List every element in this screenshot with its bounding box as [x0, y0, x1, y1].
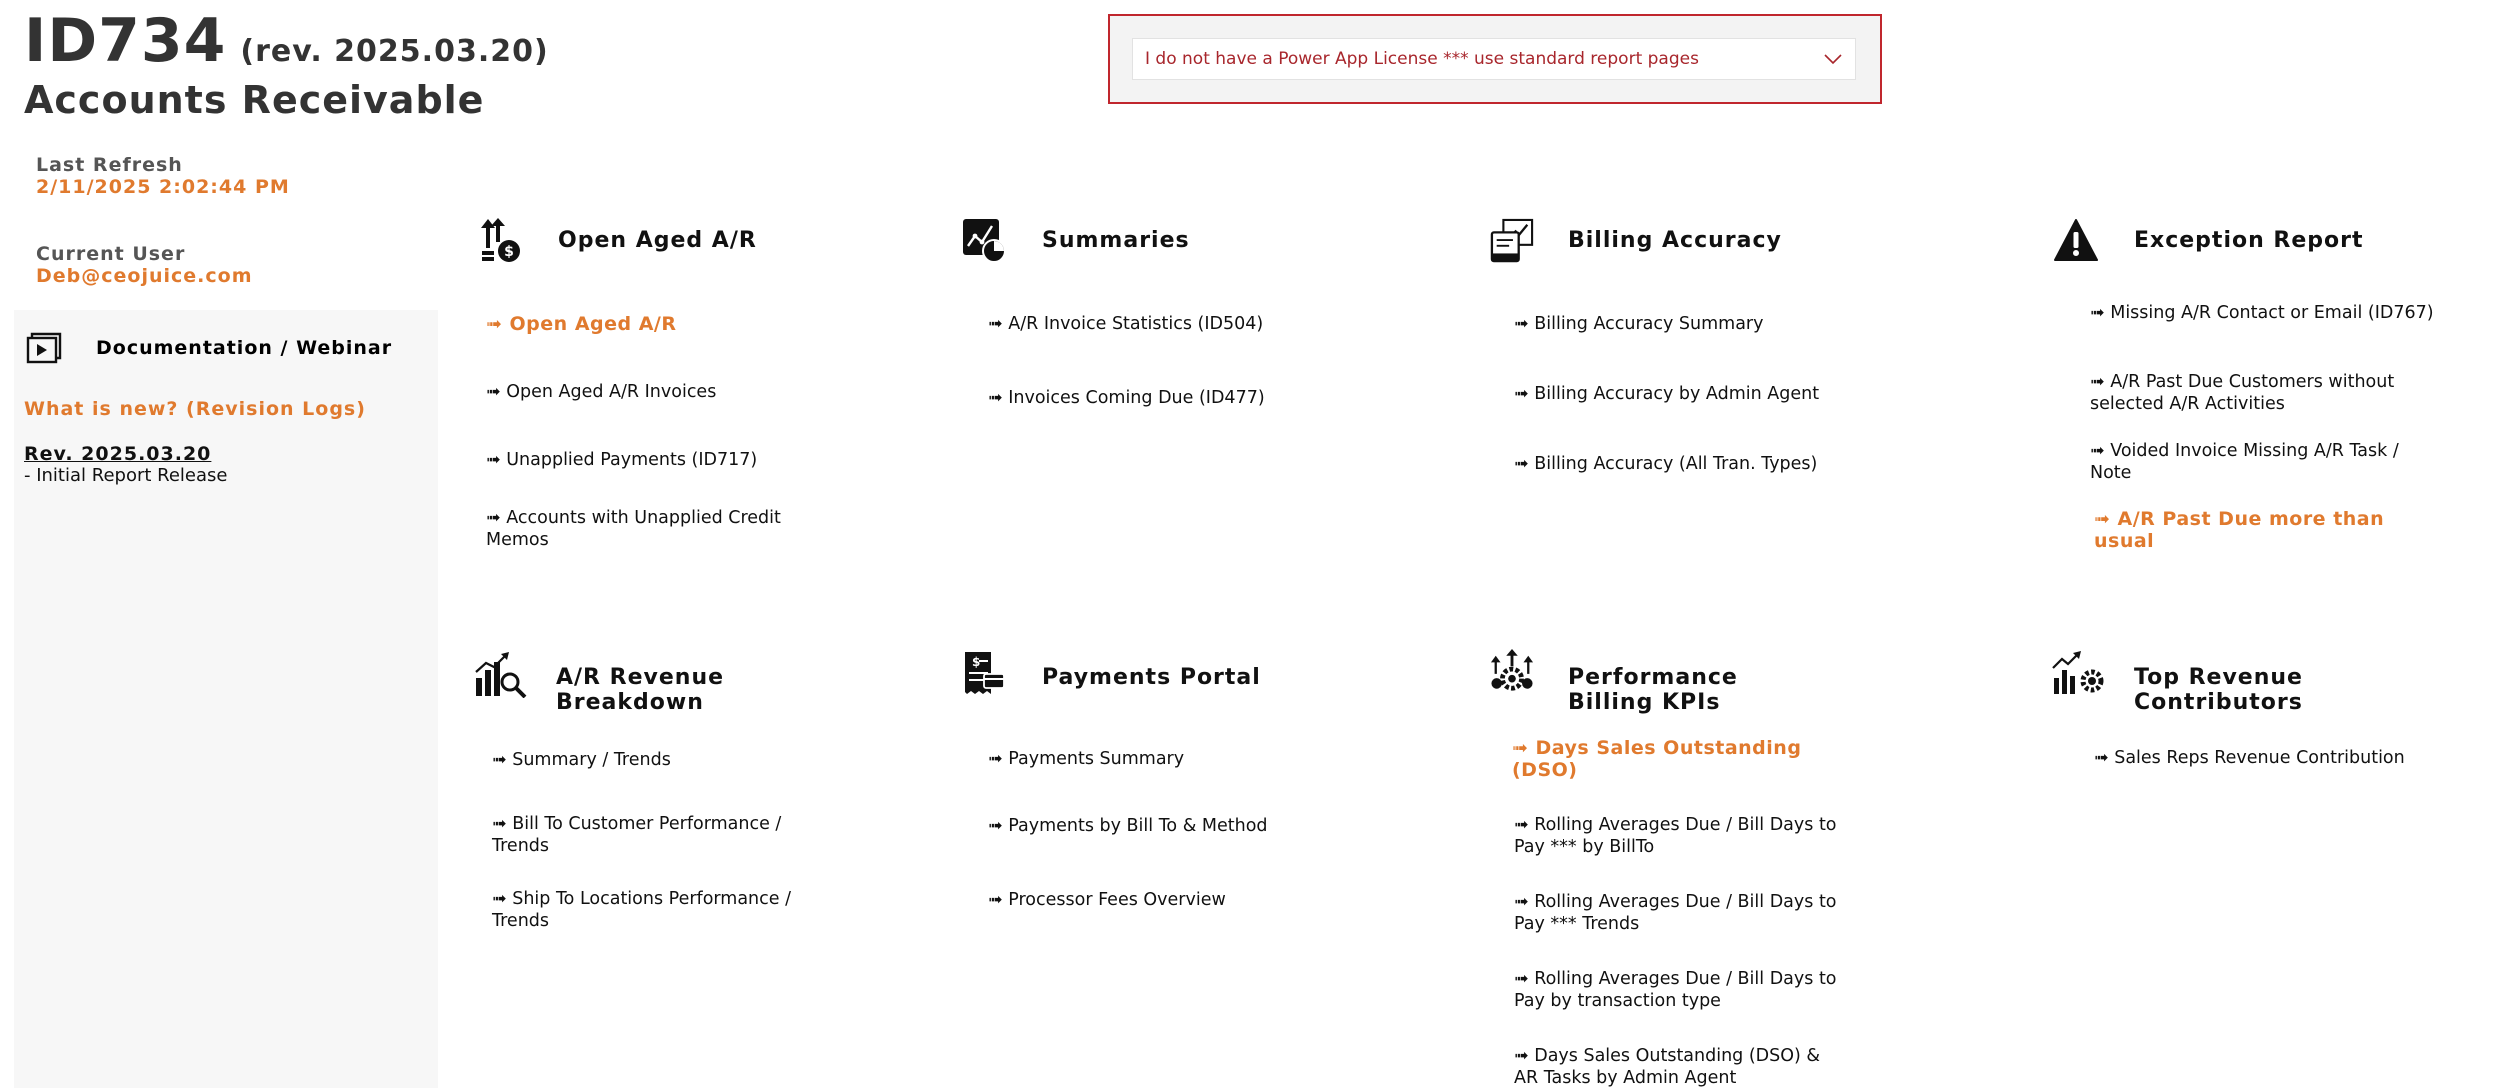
link-rolling-avg-trends[interactable]: ➟ Rolling Averages Due / Bill Days to Pay *** Trends: [1514, 892, 1837, 934]
revenue-growth-icon: [2052, 650, 2106, 696]
license-dropdown-value: I do not have a Power App License *** use standard report pages: [1145, 49, 1699, 69]
link-payments-summary[interactable]: ➟ Payments Summary: [988, 749, 1185, 769]
report-id-text: ID734: [24, 6, 227, 76]
billing-document-icon: [1490, 218, 1534, 264]
performance-gears-icon: [1490, 648, 1534, 694]
section-title-payments-portal: Payments Portal: [1042, 665, 1261, 690]
warning-icon: [2054, 218, 2098, 264]
report-revision: (rev. 2025.03.20): [240, 34, 549, 69]
current-user-label: Current User: [36, 243, 186, 265]
link-dso-ar-tasks[interactable]: ➟ Days Sales Outstanding (DSO) & AR Tasks by Admin Agent: [1514, 1046, 1821, 1088]
svg-text:$: $: [972, 655, 981, 669]
link-voided-invoice-missing-task[interactable]: ➟ Voided Invoice Missing A/R Task / Note: [2090, 441, 2399, 483]
link-ship-to-performance[interactable]: ➟ Ship To Locations Performance / Trends: [492, 889, 791, 931]
link-invoices-coming-due[interactable]: ➟ Invoices Coming Due (ID477): [988, 388, 1265, 408]
section-title-revenue-breakdown: A/R Revenue Breakdown: [556, 665, 725, 715]
link-processor-fees[interactable]: ➟ Processor Fees Overview: [988, 890, 1226, 910]
link-bill-to-performance[interactable]: ➟ Bill To Customer Performance / Trends: [492, 814, 782, 856]
video-play-icon: [26, 332, 62, 364]
link-days-sales-outstanding[interactable]: ➟ Days Sales Outstanding (DSO): [1512, 737, 1802, 781]
documentation-link[interactable]: [26, 332, 392, 364]
chevron-down-icon: [1823, 49, 1843, 69]
section-title-summaries: Summaries: [1042, 228, 1190, 253]
link-summary-trends[interactable]: ➟ Summary / Trends: [492, 750, 671, 770]
current-user-value: Deb@ceojuice.com: [36, 265, 253, 287]
link-rolling-avg-by-transaction[interactable]: ➟ Rolling Averages Due / Bill Days to Pay by transaction type: [1514, 969, 1837, 1011]
revision-note: - Initial Report Release: [24, 465, 228, 486]
link-open-aged-ar[interactable]: ➟ Open Aged A/R: [486, 313, 677, 335]
payments-receipt-icon: [962, 650, 1006, 696]
page-title: Accounts Receivable: [24, 78, 485, 122]
link-missing-ar-contact[interactable]: ➟ Missing A/R Contact or Email (ID767): [2090, 303, 2434, 323]
license-notice-box: [1108, 14, 1882, 104]
link-rolling-avg-by-billto[interactable]: ➟ Rolling Averages Due / Bill Days to Pay *** by BillTo: [1514, 815, 1837, 857]
link-billing-accuracy-all-types[interactable]: ➟ Billing Accuracy (All Tran. Types): [1514, 454, 1818, 474]
section-title-performance-kpis: Performance Billing KPIs: [1568, 665, 1738, 715]
last-refresh-value: 2/11/2025 2:02:44 PM: [36, 176, 290, 198]
section-title-billing-accuracy: Billing Accuracy: [1568, 228, 1782, 253]
link-billing-accuracy-summary[interactable]: ➟ Billing Accuracy Summary: [1514, 314, 1764, 334]
section-title-exception-report: Exception Report: [2134, 228, 2364, 253]
license-dropdown[interactable]: [1132, 38, 1856, 80]
side-panel: [14, 310, 438, 1088]
documentation-label: Documentation / Webinar: [96, 337, 393, 359]
link-open-aged-invoices[interactable]: ➟ Open Aged A/R Invoices: [486, 382, 717, 402]
revision-title: Rev. 2025.03.20: [24, 443, 212, 465]
svg-text:$: $: [504, 244, 514, 260]
revenue-breakdown-icon: [474, 652, 528, 698]
link-unapplied-payments[interactable]: ➟ Unapplied Payments (ID717): [486, 450, 758, 470]
link-sales-reps-revenue[interactable]: ➟ Sales Reps Revenue Contribution: [2094, 748, 2405, 768]
money-arrows-icon: [478, 218, 522, 264]
report-id: [24, 6, 549, 76]
revision-logs-link[interactable]: What is new? (Revision Logs): [24, 398, 366, 420]
link-billing-accuracy-admin-agent[interactable]: ➟ Billing Accuracy by Admin Agent: [1514, 384, 1820, 404]
link-past-due-no-activities[interactable]: ➟ A/R Past Due Customers without selected A/R Activities: [2090, 372, 2395, 414]
link-payments-by-bill-to[interactable]: ➟ Payments by Bill To & Method: [988, 816, 1268, 836]
link-past-due-more-than-usual[interactable]: ➟ A/R Past Due more than usual: [2094, 508, 2385, 552]
chart-summary-icon: [962, 218, 1006, 264]
link-invoice-statistics[interactable]: ➟ A/R Invoice Statistics (ID504): [988, 314, 1264, 334]
section-title-top-revenue: Top Revenue Contributors: [2134, 665, 2303, 715]
last-refresh-label: Last Refresh: [36, 154, 183, 176]
link-unapplied-credit-memos[interactable]: ➟ Accounts with Unapplied Credit Memos: [486, 508, 781, 550]
section-title-open-aged: Open Aged A/R: [558, 228, 757, 253]
